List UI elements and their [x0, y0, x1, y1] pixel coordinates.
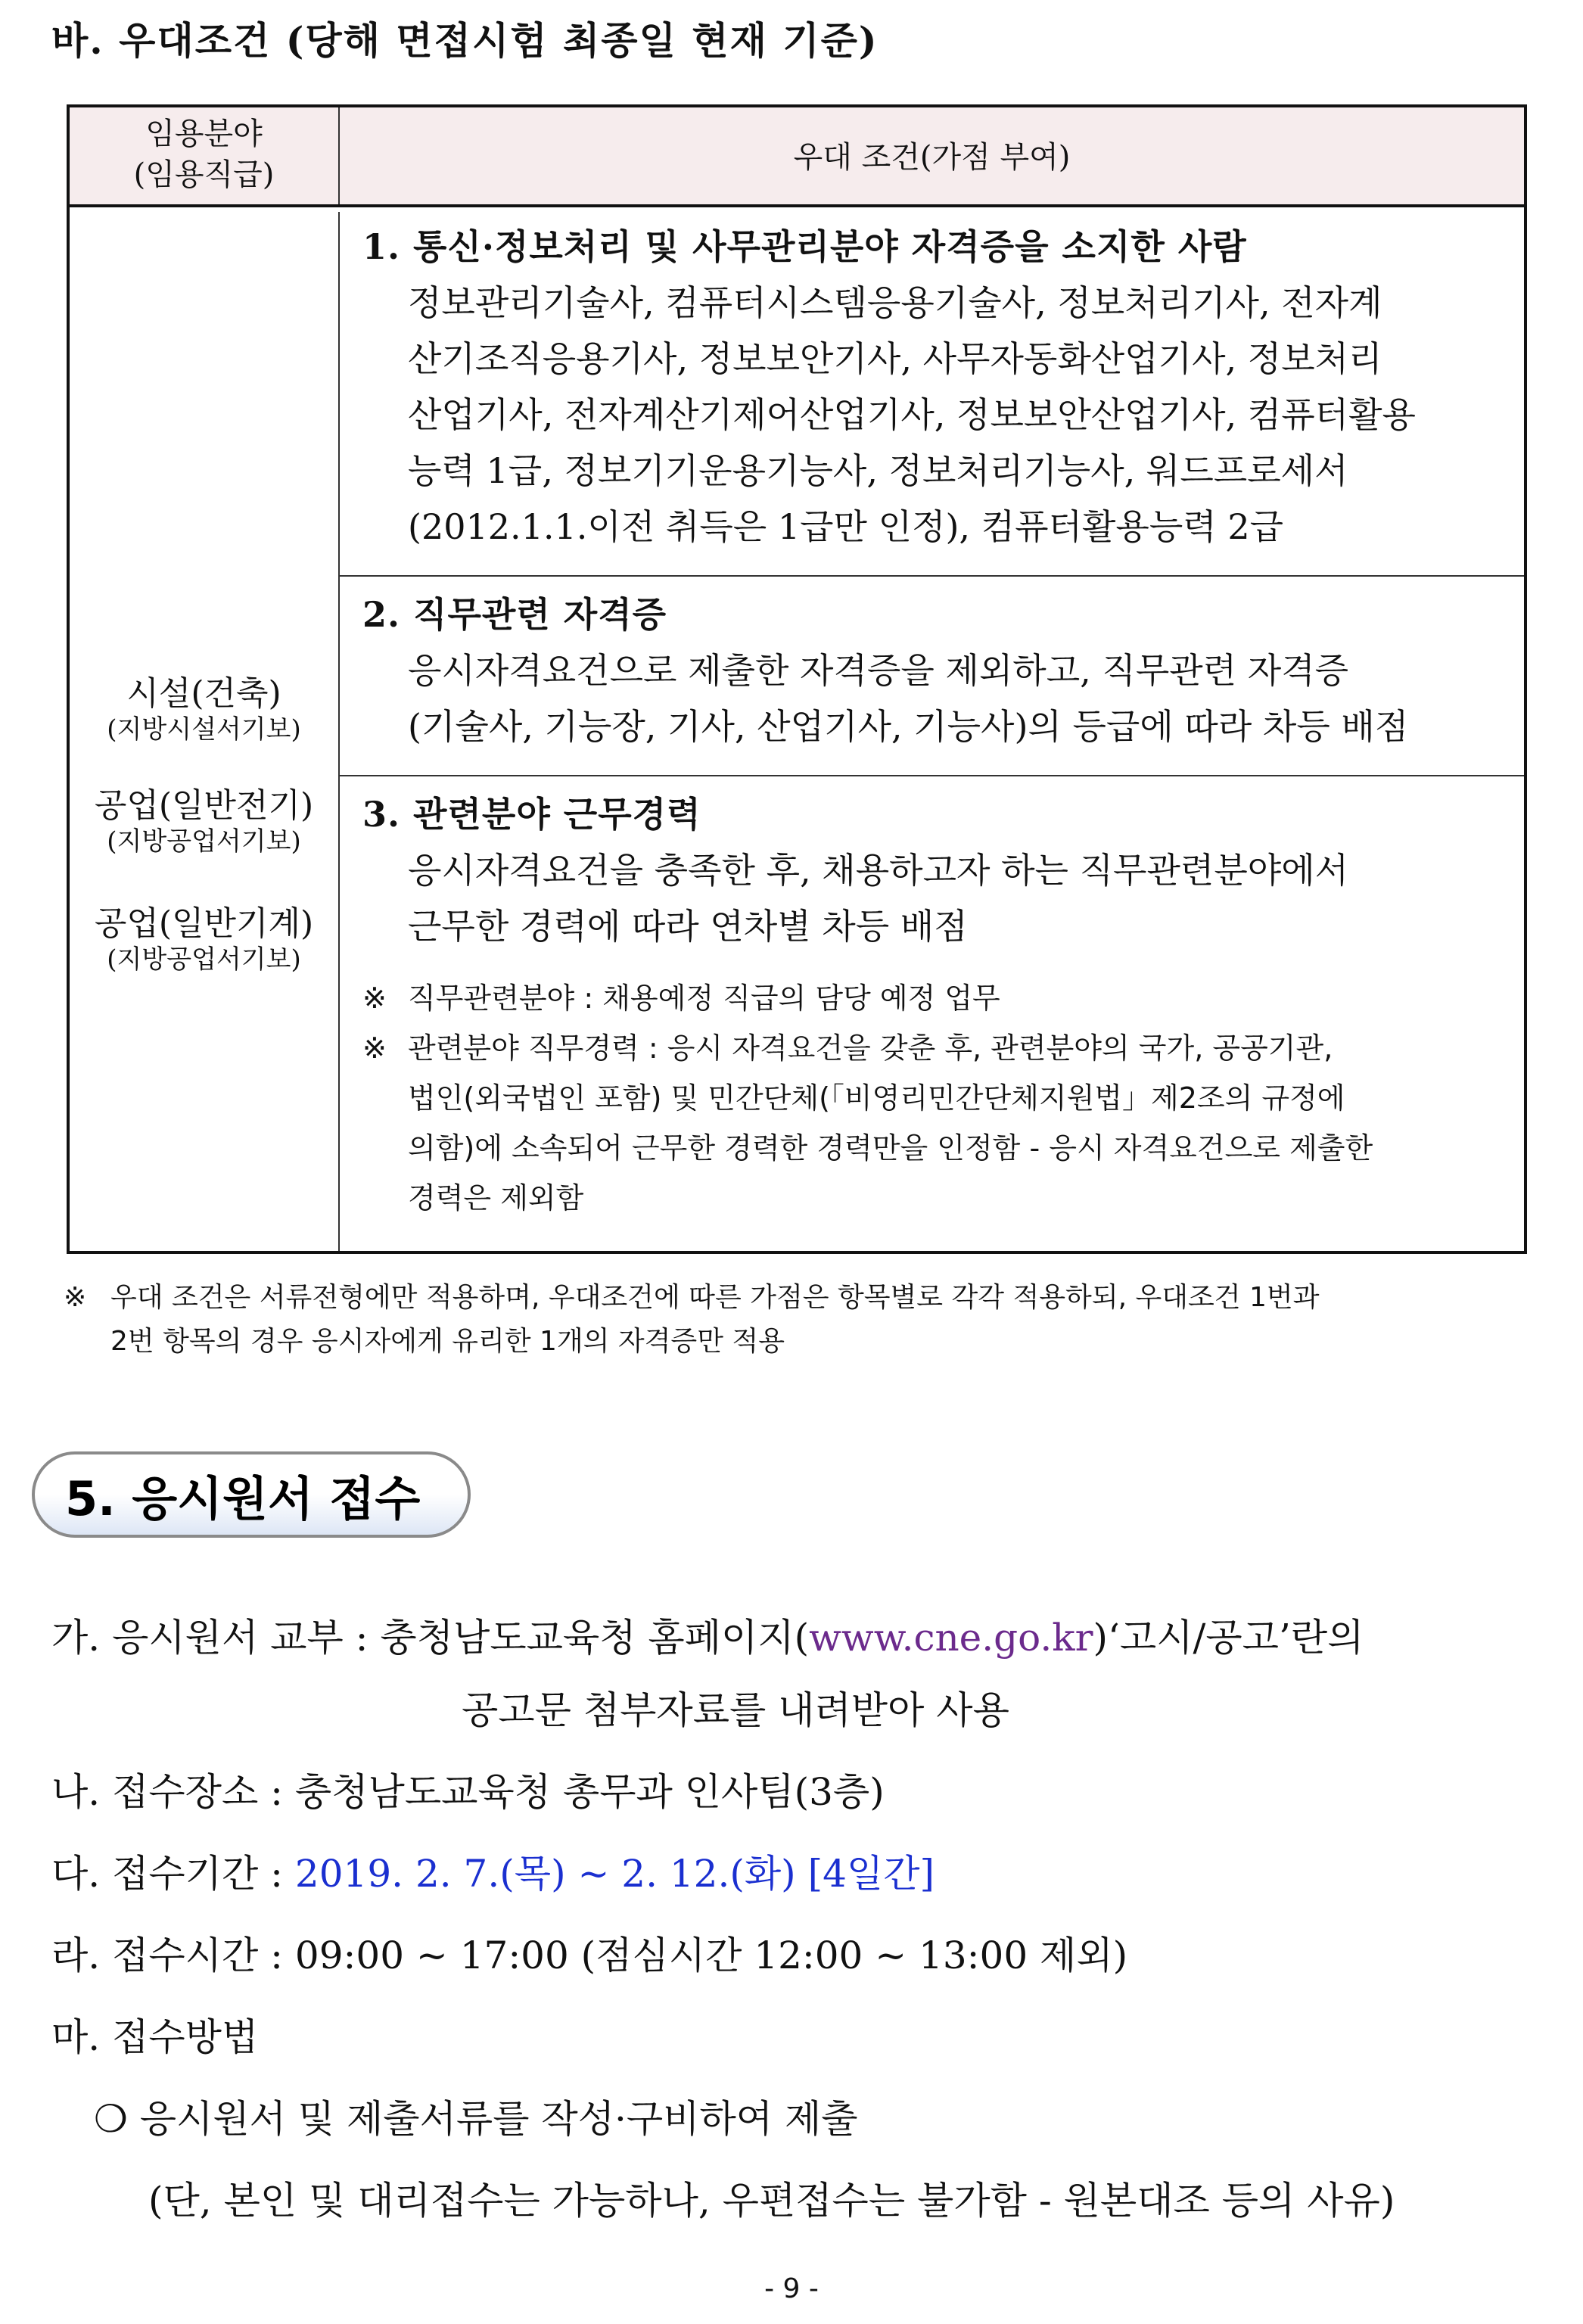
- condition-3-line: 근무한 경력에 따라 연차별 차등 배점: [408, 906, 968, 947]
- note-job-field: [362, 975, 1501, 1016]
- field-industry-electric: 공업(일반전기): [94, 786, 314, 825]
- condition-1-line: (2012.1.1.이전 취득은 1급만 인정), 컴퓨터활용능력 2급: [408, 506, 1284, 547]
- reference-mark-icon: ※: [362, 982, 387, 1015]
- condition-1-line: 산기조직응용기사, 정보보안기사, 사무자동화산업기사, 정보처리: [408, 338, 1382, 379]
- condition-1-line: 산업기사, 전자계산기제어산업기사, 정보보안산업기사, 컴퓨터활용: [408, 394, 1416, 435]
- section-heading-preferential-conditions: 바. 우대조건 (당해 면접시험 최종일 현재 기준): [51, 18, 879, 63]
- header-double-rule: [70, 204, 1524, 207]
- item-da-period: [51, 1843, 935, 1898]
- header-preference-condition: 우대 조건(가점 부여): [793, 139, 1071, 175]
- condition-1-line: 정보관리기술사, 컴퓨터시스템응용기술사, 정보처리기사, 전자계: [408, 282, 1382, 323]
- condition-2-line: (기술사, 기능장, 기사, 산업기사, 기능사)의 등급에 따라 차등 배점: [408, 706, 1409, 747]
- table-header-row: [70, 107, 1524, 207]
- condition-3-line: 응시자격요건을 충족한 후, 채용하고자 하는 직무관련분야에서: [408, 850, 1349, 891]
- condition-3-title: 3. 관련분야 근무경력: [362, 794, 701, 835]
- section-5-title-badge: 5. 응시원서 접수: [32, 1451, 471, 1538]
- note-job-experience-line: 법인(외국법인 포함) 및 민간단체(「비영리민간단체지원법」제2조의 규정에: [408, 1081, 1345, 1115]
- item-ra-time: 라. 접수시간 : 09:00 ~ 17:00 (점심시간 12:00 ~ 13:00 제외): [51, 1934, 1128, 1977]
- reference-mark-icon: ※: [362, 1031, 387, 1065]
- header-appointment-field: [70, 107, 338, 201]
- note-job-experience-line: 의함)에 소속되어 근무한 경력한 경력만을 인정함 - 응시 자격요건으로 제출한: [408, 1131, 1373, 1165]
- item-ma-bullet-note: (단, 본인 및 대리접수는 가능하나, 우편접수는 불가함 - 원본대조 등의 사유): [148, 2179, 1395, 2223]
- item-ma-method: 마. 접수방법: [51, 2015, 259, 2059]
- condition-2-cell: [340, 577, 1524, 775]
- condition-1-line: 능력 1급, 정보기기운용기능사, 정보처리기능사, 워드프로세서: [408, 450, 1348, 491]
- column-divider: [338, 107, 340, 204]
- condition-1-title: 1. 통신·정보처리 및 사무관리분야 자격증을 소지한 사람: [362, 226, 1247, 267]
- item-ma-bullet: ❍ 응시원서 및 제출서류를 작성·구비하여 제출: [94, 2097, 858, 2141]
- grade-industry-electric: (지방공업서기보): [107, 826, 301, 857]
- page-number: - 9 -: [764, 2273, 819, 2304]
- item-ga-line2: 공고문 첨부자료를 내려받아 사용: [462, 1688, 1009, 1732]
- grade-facility: (지방시설서기보): [107, 714, 301, 745]
- item-na-location: 나. 접수장소 : 충청남도교육청 총무과 인사팀(3층): [51, 1770, 885, 1814]
- grade-industry-mechanical: (지방공업서기보): [107, 944, 301, 975]
- field-facility-architecture: 시설(건축): [126, 674, 281, 713]
- note-job-experience-line: 관련분야 직무경력 : 응시 자격요건을 갖춘 후, 관련분야의 국가, 공공기관,: [408, 1031, 1333, 1065]
- appointment-field-column: [70, 212, 338, 1251]
- item-da-label: 다. 접수기간 :: [51, 1852, 295, 1896]
- header-appointment-field-line2: (임용직급): [133, 157, 275, 192]
- note-job-field-text: 직무관련분야 : 채용예정 직급의 담당 예정 업무: [408, 982, 1000, 1015]
- item-da-value: 2019. 2. 7.(목) ~ 2. 12.(화) [4일간]: [294, 1852, 935, 1896]
- condition-2-title: 2. 직무관련 자격증: [362, 594, 667, 635]
- item-ga-label: 가. 응시원서 교부 : 충청남도교육청 홈페이지(: [51, 1616, 810, 1660]
- homepage-link[interactable]: www.cne.go.kr: [809, 1616, 1093, 1660]
- reference-mark-icon: ※: [64, 1282, 87, 1313]
- note-job-experience-line: 경력은 제외함: [408, 1181, 584, 1215]
- condition-2-line: 응시자격요건으로 제출한 자격증을 제외하고, 직무관련 자격증: [408, 650, 1349, 691]
- footnote-text: 우대 조건은 서류전형에만 적용하며, 우대조건에 따른 가점은 항목별로 각각 적용하되, 우대조건 1번과: [110, 1282, 1320, 1313]
- condition-3-cell: [340, 776, 1524, 1253]
- preference-table: [67, 104, 1527, 1254]
- item-ga-form-distribution: [51, 1607, 1364, 1662]
- footnote-line-2: 2번 항목의 경우 응시자에게 유리한 1개의 자격증만 적용: [110, 1326, 785, 1357]
- footnote-line: [64, 1276, 1319, 1314]
- note-job-experience: [362, 1025, 1501, 1066]
- header-appointment-field-line1: 임용분야: [145, 117, 263, 151]
- item-ga-tail: )‘고시/공고’란의: [1093, 1616, 1364, 1660]
- field-industry-mechanical: 공업(일반기계): [94, 904, 314, 943]
